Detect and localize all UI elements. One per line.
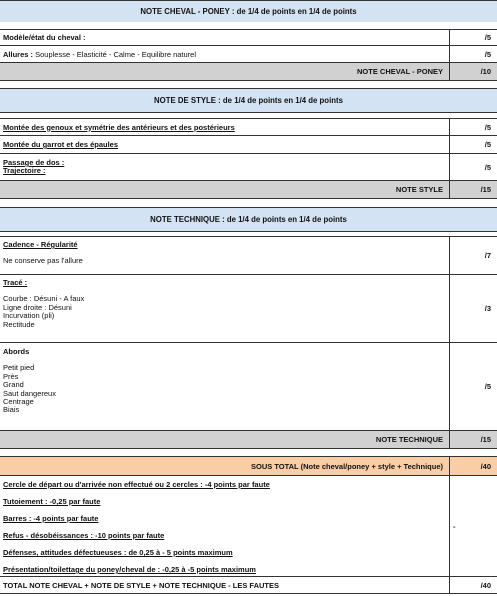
sous-total-score: /40 bbox=[449, 457, 497, 475]
faute-item: Refus - désobéissances : -10 points par faute bbox=[3, 531, 165, 540]
dos-cell bbox=[0, 154, 449, 180]
allures-cell bbox=[0, 46, 449, 62]
row-fautes bbox=[0, 475, 497, 576]
faute-item: Défenses, attitudes défectueuses : de 0,25 à - 5 points maximum bbox=[3, 548, 233, 557]
faute-item: Barres : -4 points par faute bbox=[3, 514, 99, 523]
abords-score: /5 bbox=[449, 343, 497, 430]
trajectoire-label: Trajectoire : bbox=[3, 166, 46, 176]
trace-item: Courbe : Désuni - A faux bbox=[3, 294, 85, 304]
faute-item: Cercle de départ ou d'arrivée non effectué ou 2 cercles : -4 points par faute bbox=[3, 480, 270, 489]
abords-item: Près bbox=[3, 371, 19, 381]
section-header-technique bbox=[0, 207, 497, 232]
faute-item: Tutoiement : -0,25 par faute bbox=[3, 497, 101, 506]
modele-label: Modèle/état du cheval : bbox=[3, 33, 86, 42]
abords-label: Abords bbox=[3, 347, 30, 356]
row-total-technique bbox=[0, 430, 497, 449]
dos-label: Passage de dos : bbox=[3, 158, 65, 167]
allures-score: /5 bbox=[449, 46, 497, 62]
modele-score: /5 bbox=[449, 30, 497, 45]
row-total-general bbox=[0, 576, 497, 594]
abords-item: Saut dangereux bbox=[3, 388, 56, 398]
trace-cell bbox=[0, 275, 449, 342]
allures-label: Allures : bbox=[3, 49, 34, 59]
row-dos bbox=[0, 153, 497, 180]
sous-total-label: SOUS TOTAL (Note cheval/poney + style + Technique) bbox=[251, 461, 443, 471]
abords-cell bbox=[0, 343, 449, 430]
section-header-cheval bbox=[0, 0, 497, 22]
row-total-style bbox=[0, 180, 497, 199]
section-header-style bbox=[0, 88, 497, 113]
cadence-cell bbox=[0, 237, 449, 274]
fautes-score: - bbox=[453, 522, 456, 531]
trace-item: Incurvation (pli) bbox=[3, 311, 55, 321]
total-cheval-label: NOTE CHEVAL - PONEY bbox=[357, 67, 443, 76]
abords-item: Centrage bbox=[3, 397, 34, 407]
abords-item: Biais bbox=[3, 405, 20, 415]
genoux-score: /5 bbox=[449, 119, 497, 135]
total-cheval-score: /10 bbox=[449, 63, 497, 80]
trace-item: Rectitude bbox=[3, 319, 35, 329]
fautes-cell bbox=[0, 476, 449, 576]
genoux-label: Montée des genoux et symétrie des antérieurs et des postérieurs bbox=[3, 122, 235, 132]
cheval-header-text: NOTE CHEVAL - PONEY : de 1/4 de points en 1/4 de points bbox=[140, 7, 357, 16]
dos-score: /5 bbox=[449, 154, 497, 180]
total-style-label: NOTE STYLE bbox=[395, 185, 443, 194]
trace-label: Tracé : bbox=[3, 278, 28, 287]
technique-header-text: NOTE TECHNIQUE : de 1/4 de points en 1/4 de points bbox=[150, 215, 347, 224]
row-genoux bbox=[0, 118, 497, 135]
abords-item: Petit pied bbox=[3, 363, 35, 373]
style-header-text: NOTE DE STYLE : de 1/4 de points en 1/4 de points bbox=[154, 96, 343, 105]
total-technique-score: /15 bbox=[449, 431, 497, 448]
cadence-label: Cadence - Régularité bbox=[3, 240, 78, 249]
total-style-score: /15 bbox=[449, 181, 497, 198]
total-technique-label: NOTE TECHNIQUE bbox=[375, 435, 443, 444]
row-sous-total bbox=[0, 456, 497, 475]
trace-score: /3 bbox=[449, 275, 497, 342]
fautes-score-cell bbox=[449, 476, 497, 576]
row-cadence bbox=[0, 236, 497, 274]
total-general-label: TOTAL NOTE CHEVAL + NOTE DE STYLE + NOTE TECHNIQUE - LES FAUTES bbox=[3, 580, 280, 590]
garrot-score: /5 bbox=[449, 136, 497, 153]
abords-item: Grand bbox=[3, 380, 24, 390]
row-garrot bbox=[0, 135, 497, 153]
trace-item: Ligne droite : Désuni bbox=[3, 302, 72, 312]
row-total-cheval bbox=[0, 62, 497, 81]
row-trace bbox=[0, 274, 497, 342]
cadence-score: /7 bbox=[449, 237, 497, 274]
faute-item: Présentation/toilettage du poney/cheval de : -0,25 à -5 points maximum bbox=[3, 565, 256, 574]
row-modele bbox=[0, 29, 497, 45]
allures-detail: Souplesse - Elasticité - Calme - Equilibre naturel bbox=[33, 49, 197, 59]
cadence-note: Ne conserve pas l'allure bbox=[3, 256, 83, 266]
total-general-score: /40 bbox=[449, 577, 497, 593]
garrot-label: Montée du garrot et des épaules bbox=[3, 140, 119, 149]
row-allures bbox=[0, 45, 497, 62]
row-abords bbox=[0, 342, 497, 430]
